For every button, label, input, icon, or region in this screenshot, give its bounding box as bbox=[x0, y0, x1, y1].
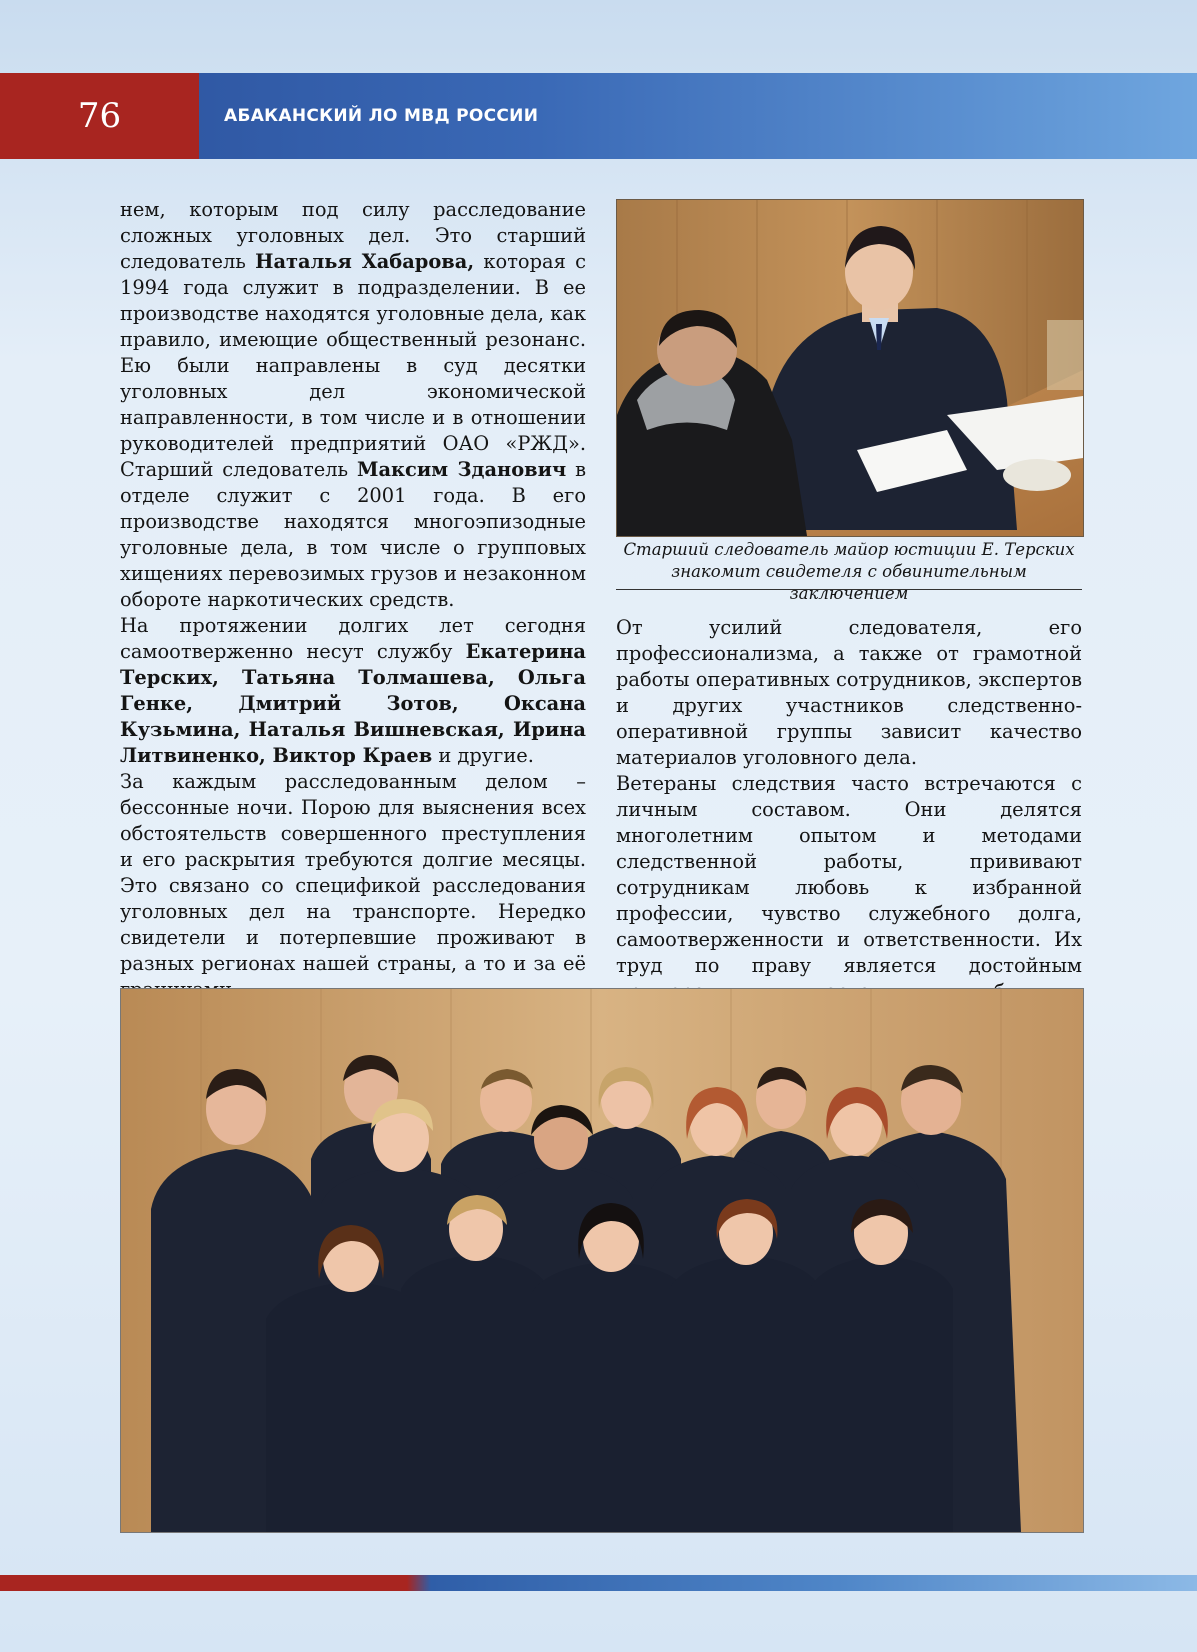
paragraph bbox=[120, 613, 586, 769]
photo-caption bbox=[616, 539, 1082, 603]
running-header-title: АБАКАНСКИЙ ЛО МВД РОССИИ bbox=[224, 106, 539, 126]
page-header bbox=[0, 73, 1197, 159]
right-text-column bbox=[616, 615, 1082, 1031]
page-number: 76 bbox=[77, 96, 122, 136]
photo-group-portrait-image bbox=[121, 989, 1083, 1532]
bold-name: Наталья Хабарова, bbox=[255, 250, 475, 273]
paragraph: За каждым расследованным делом – бессонные ночи. Порою для выяснения всех обстоятельств совершенного преступления и его раскрытия требуются долгие месяцы. Это связано со спецификой расследования уголовных дел на транспорте. Нередко свидетели и потерпевшие проживают в разных регионах нашей страны, а то и за её bbox=[120, 770, 586, 975]
photo-investigator-interview-image bbox=[617, 200, 1083, 536]
left-text-column bbox=[120, 197, 586, 1003]
page-number-block bbox=[0, 73, 199, 159]
footer-bar bbox=[0, 1575, 1197, 1591]
bold-name: Максим Зданович bbox=[357, 458, 567, 481]
photo-investigator-interview bbox=[616, 199, 1084, 537]
bold-names-list: Екатерина Терских, Татьяна Толмашева, Ольга Генке, Дмитрий Зотов, Оксана Кузьмина, Наталья Вишневская, Ирина Литвиненко, Виктор Краев bbox=[120, 640, 586, 767]
caption-line: знакомит свидетеля с обвинительным заключением bbox=[671, 562, 1027, 603]
photo-group-portrait bbox=[120, 988, 1084, 1533]
text-run: в отделе служит с 2001 года. В его производстве находятся многоэпизодные уголовные дела, в том числе о групповых хищениях перевозимых грузов и незаконном обороте наркотических средств. bbox=[120, 458, 586, 611]
caption-line: Старший следователь майор юстиции Е. Терских bbox=[623, 540, 1075, 559]
text-run: нем, которым под силу расследование сложных уголовных дел. Это старший следователь bbox=[120, 198, 586, 273]
text-run: и другие. bbox=[432, 744, 534, 767]
text-run: которая с 1994 года служит в подразделении. В ее производстве находятся уголовные дела, как правило, имеющие общественный резонанс. Ею были направлены в суд десятки уголовных дел экономической направленности, в том числе и в отношении руководителей предприятий ОАО «РЖД». Старший следователь bbox=[120, 250, 587, 481]
paragraph: От усилий следователя, его профессионализма, а также от грамотной работы оперативных сотрудников, экспертов и других участников следственно-оперативной группы зависит качество материалов уголовного дела. bbox=[616, 616, 1082, 769]
paragraph: Ветераны следствия часто встречаются с личным составом. Они делятся многолетним опытом и методами следственной работы, прививают сотрудникам любовь к избранной профессии, чувство служебного долга, самоотверженности и ответственности. Их труд по праву является достойным bbox=[616, 772, 1082, 977]
text-run: На протяжении долгих лет сегодня самоотверженно несут службу bbox=[120, 614, 586, 663]
paragraph bbox=[120, 197, 586, 613]
